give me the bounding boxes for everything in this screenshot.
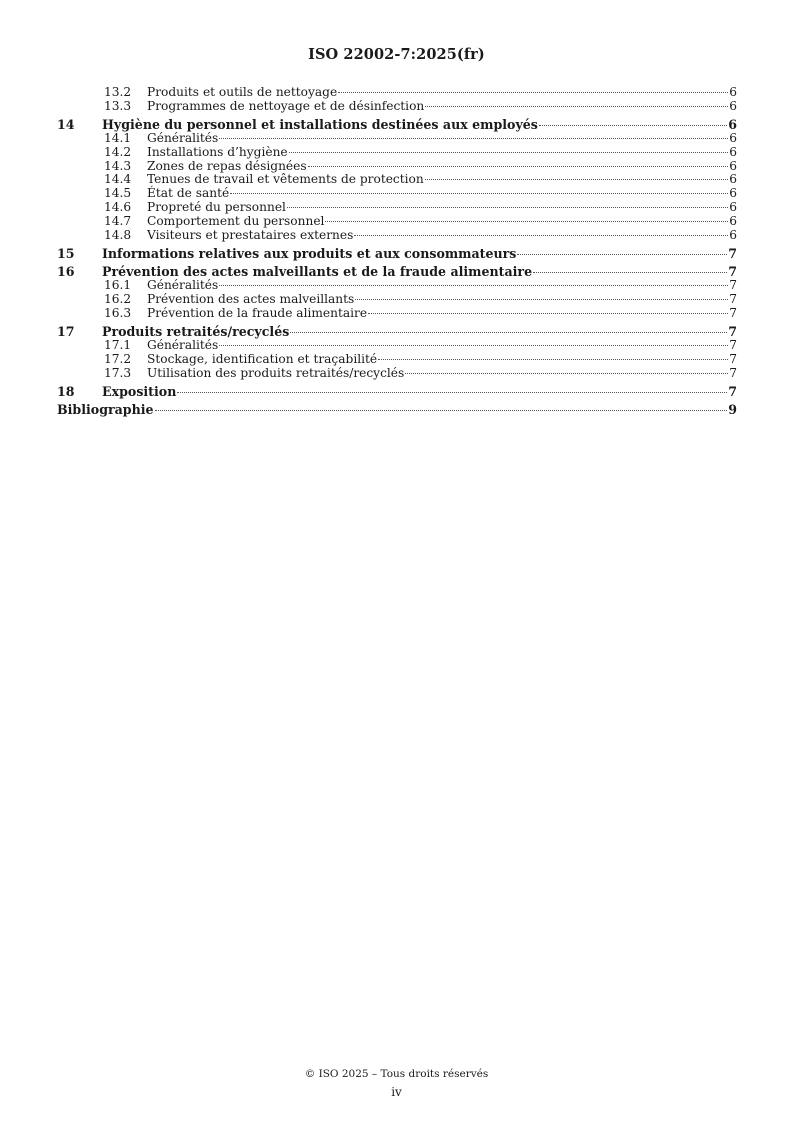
toc-entry-number: 16.1 <box>104 278 132 293</box>
toc-page-number: 6 <box>729 199 737 214</box>
toc-entry-title: Visiteurs et prestataires externes <box>147 227 354 242</box>
toc-clause-entry[interactable] <box>57 118 737 132</box>
toc-entry-number: 16 <box>57 264 75 280</box>
toc-dot-leader <box>287 207 728 208</box>
toc-subclause-entry[interactable] <box>57 229 737 243</box>
toc-page-number: 7 <box>729 351 737 366</box>
toc-dot-leader <box>219 345 728 346</box>
toc-dot-leader <box>219 138 728 139</box>
toc-subclause-entry[interactable] <box>57 100 737 114</box>
toc-entry-number: 13.2 <box>104 85 132 99</box>
toc-entry-number: 14.4 <box>104 172 132 187</box>
toc-entry-title: Propreté du personnel <box>147 199 286 214</box>
toc-entry-title: Programmes de nettoyage et de désinfection <box>147 98 425 113</box>
toc-entry-number: 14.6 <box>104 199 132 214</box>
toc-entry-number: 16.3 <box>104 305 132 320</box>
toc-entry-number: 14 <box>57 117 75 133</box>
toc-entry-title: Généralités <box>147 278 219 293</box>
toc-dot-leader <box>230 193 728 194</box>
toc-clause-entry[interactable] <box>57 247 737 261</box>
toc-page-number: 6 <box>729 158 737 173</box>
toc-dot-leader <box>425 179 728 180</box>
toc-page-number: 6 <box>728 117 737 133</box>
toc-subclause-entry[interactable] <box>57 86 737 100</box>
toc-dot-leader <box>325 221 728 222</box>
toc-page-number: 7 <box>728 245 737 261</box>
toc-subclause-entry[interactable] <box>57 132 737 146</box>
toc-dot-leader <box>533 272 727 273</box>
toc-entry-title: Stockage, identification et traçabilité <box>147 351 378 366</box>
toc-dot-leader <box>425 106 728 107</box>
toc-dot-leader <box>155 410 728 411</box>
toc-entry-title: Comportement du personnel <box>147 213 325 228</box>
toc-entry-number: 16.2 <box>104 291 132 306</box>
toc-dot-leader <box>338 92 728 93</box>
toc-page-number: 6 <box>729 98 737 113</box>
toc-entry-number: 14.2 <box>104 144 132 159</box>
toc-clause-entry[interactable] <box>57 265 737 279</box>
toc-subclause-entry[interactable] <box>57 201 737 215</box>
toc-page-number: 6 <box>729 144 737 159</box>
toc-subclause-entry[interactable] <box>57 146 737 160</box>
toc-subclause-entry[interactable] <box>57 215 737 229</box>
toc-entry-number: 17.2 <box>104 351 132 366</box>
toc-entry-title: Informations relatives aux produits et aux consommateurs <box>102 245 517 261</box>
toc-dot-leader <box>289 152 729 153</box>
toc-entry-number: 17.3 <box>104 365 132 380</box>
toc-subclause-entry[interactable] <box>57 279 737 293</box>
toc-subclause-entry[interactable] <box>57 353 737 367</box>
toc-subclause-entry[interactable] <box>57 187 737 201</box>
toc-page-number: 6 <box>729 213 737 228</box>
toc-entry-title: Tenues de travail et vêtements de protection <box>147 172 424 187</box>
toc-entry-title: État de santé <box>147 186 230 201</box>
page-number: iv <box>391 1085 402 1099</box>
toc-dot-leader <box>517 254 727 255</box>
toc-page-number: 7 <box>728 383 737 399</box>
toc-entry-title: Hygiène du personnel et installations destinées aux employés <box>102 117 538 133</box>
toc-page-number: 7 <box>728 324 737 340</box>
toc-dot-leader <box>368 313 728 314</box>
toc-dot-leader <box>354 235 728 236</box>
toc-entry-title: Bibliographie <box>57 402 154 418</box>
toc-entry-number: 14.3 <box>104 158 132 173</box>
toc-page-number: 7 <box>729 365 737 380</box>
toc-entry-title: Produits retraités/recyclés <box>102 324 290 340</box>
toc-dot-leader <box>308 166 729 167</box>
toc-entry-title: Produits et outils de nettoyage <box>147 85 338 99</box>
toc-dot-leader <box>219 285 728 286</box>
toc-dot-leader <box>378 359 728 360</box>
toc-entry-title: Généralités <box>147 130 219 145</box>
toc-dot-leader <box>177 392 727 393</box>
toc-entry-number: 18 <box>57 383 75 399</box>
toc-clause-entry[interactable] <box>57 325 737 339</box>
toc-page-number: 6 <box>729 130 737 145</box>
toc-entry-number: 15 <box>57 245 75 261</box>
toc-dot-leader <box>405 373 728 374</box>
toc-entry-number: 17.1 <box>104 337 132 352</box>
toc-subclause-entry[interactable] <box>57 367 737 381</box>
toc-page-number: 6 <box>729 172 737 187</box>
toc-page-number: 6 <box>729 227 737 242</box>
toc-page-number: 7 <box>729 278 737 293</box>
toc-entry-title: Prévention des actes malveillants <box>147 291 355 306</box>
toc-entry-title: Exposition <box>102 383 177 399</box>
toc-entry-number: 14.8 <box>104 227 132 242</box>
table-of-contents <box>57 86 737 417</box>
toc-dot-leader <box>355 299 728 300</box>
toc-page-number: 9 <box>728 402 737 418</box>
toc-clause-entry[interactable] <box>57 385 737 399</box>
toc-subclause-entry[interactable] <box>57 160 737 174</box>
toc-entry-number: 17 <box>57 324 75 340</box>
toc-entry-title: Prévention des actes malveillants et de la fraude alimentaire <box>102 264 533 280</box>
toc-subclause-entry[interactable] <box>57 339 737 353</box>
toc-dot-leader <box>290 332 727 333</box>
toc-subclause-entry[interactable] <box>57 307 737 321</box>
toc-entry-number: 13.3 <box>104 98 132 113</box>
toc-page-number: 7 <box>729 291 737 306</box>
toc-page-number: 7 <box>729 305 737 320</box>
toc-entry-number: 14.5 <box>104 186 132 201</box>
toc-page-number: 7 <box>728 264 737 280</box>
toc-subclause-entry[interactable] <box>57 293 737 307</box>
toc-page-number: 7 <box>729 337 737 352</box>
toc-entry-number: 14.1 <box>104 130 132 145</box>
toc-entry-title: Zones de repas désignées <box>147 158 307 173</box>
toc-entry-title: Prévention de la fraude alimentaire <box>147 305 368 320</box>
page-header-title: ISO 22002-7:2025(fr) <box>308 46 485 63</box>
toc-entry-title: Utilisation des produits retraités/recyclés <box>147 365 405 380</box>
toc-entry-title: Généralités <box>147 337 219 352</box>
toc-dot-leader <box>539 125 727 126</box>
copyright-footer: © ISO 2025 – Tous droits réservés <box>304 1068 489 1080</box>
toc-page-number: 6 <box>729 85 737 99</box>
toc-page-number: 6 <box>729 186 737 201</box>
toc-entry-title: Installations d’hygiène <box>147 144 288 159</box>
toc-entry-number: 14.7 <box>104 213 132 228</box>
toc-clause-entry[interactable] <box>57 403 737 417</box>
